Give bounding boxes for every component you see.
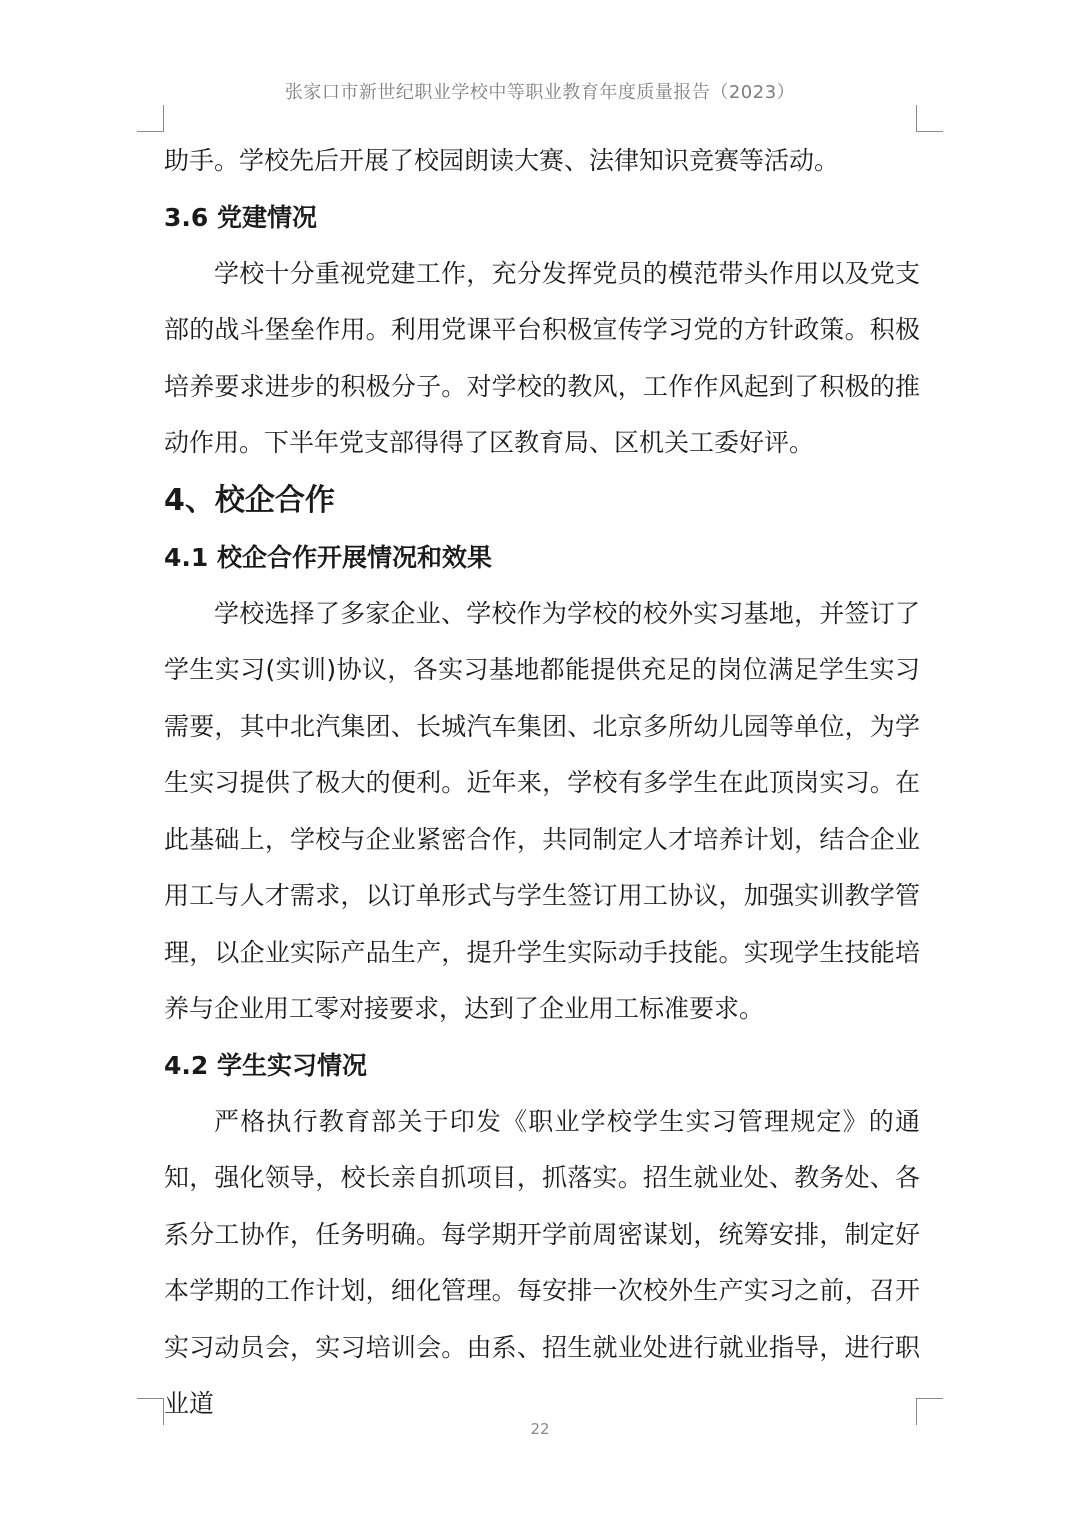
crop-mark-top-left	[137, 105, 164, 132]
section-heading-4-2: 4.2 学生实习情况	[164, 1050, 367, 1080]
paragraph: 学校十分重视党建工作，充分发挥党员的模范带头作用以及党支部的战斗堡垒作用。利用党课平台积极宣传学习党的方针政策。积极培养要求进步的积极分子。对学校的教风，工作作风起到了积极的推动作用。下半年党支部得得了区教育局、区机关工委好评。	[164, 258, 920, 457]
section-heading-4: 4、校企合作	[164, 482, 335, 518]
paragraph: 学校选择了多家企业、学校作为学校的校外实习基地，并签订了学生实习(实训)协议，各实习基地都能提供充足的岗位满足学生实习需要，其中北汽集团、长城汽车集团、北京多所幼儿园等单位，为学生实习提供了极大的便利。近年来，学校有多学生在此顶岗实习。在此基础上，学校与企业紧密合作，共同制定人才培养计划，结合企业用工与人才需求，以订单形式与学生签订用工协议，加强实训教学管理，以企业实际产品生产，提升学生实际动手技能。实现学生技能培养与企业用工零对接要求，达到了企业用工标准要求。	[164, 598, 920, 1023]
page-body	[164, 133, 920, 1433]
paragraph: 严格执行教育部关于印发《职业学校学生实习管理规定》的通知，强化领导，校长亲自抓项目，抓落实。招生就业处、教务处、各系分工协作，任务明确。每学期开学前周密谋划，统筹安排，制定好本学期的工作计划，细化管理。每安排一次校外生产实习之前，召开实习动员会，实习培训会。由系、招生就业处进行就业指导，进行职业道	[164, 1106, 920, 1418]
crop-mark-top-right	[916, 105, 943, 132]
section-heading-4-1: 4.1 校企合作开展情况和效果	[164, 542, 492, 572]
section-heading-3-6: 3.6 党建情况	[164, 202, 317, 232]
page-number: 22	[530, 1420, 550, 1438]
page-header: 张家口市新世纪职业学校中等职业教育年度质量报告（2023）	[284, 82, 796, 103]
paragraph: 助手。学校先后开展了校园朗读大赛、法律知识竞赛等活动。	[164, 146, 840, 175]
